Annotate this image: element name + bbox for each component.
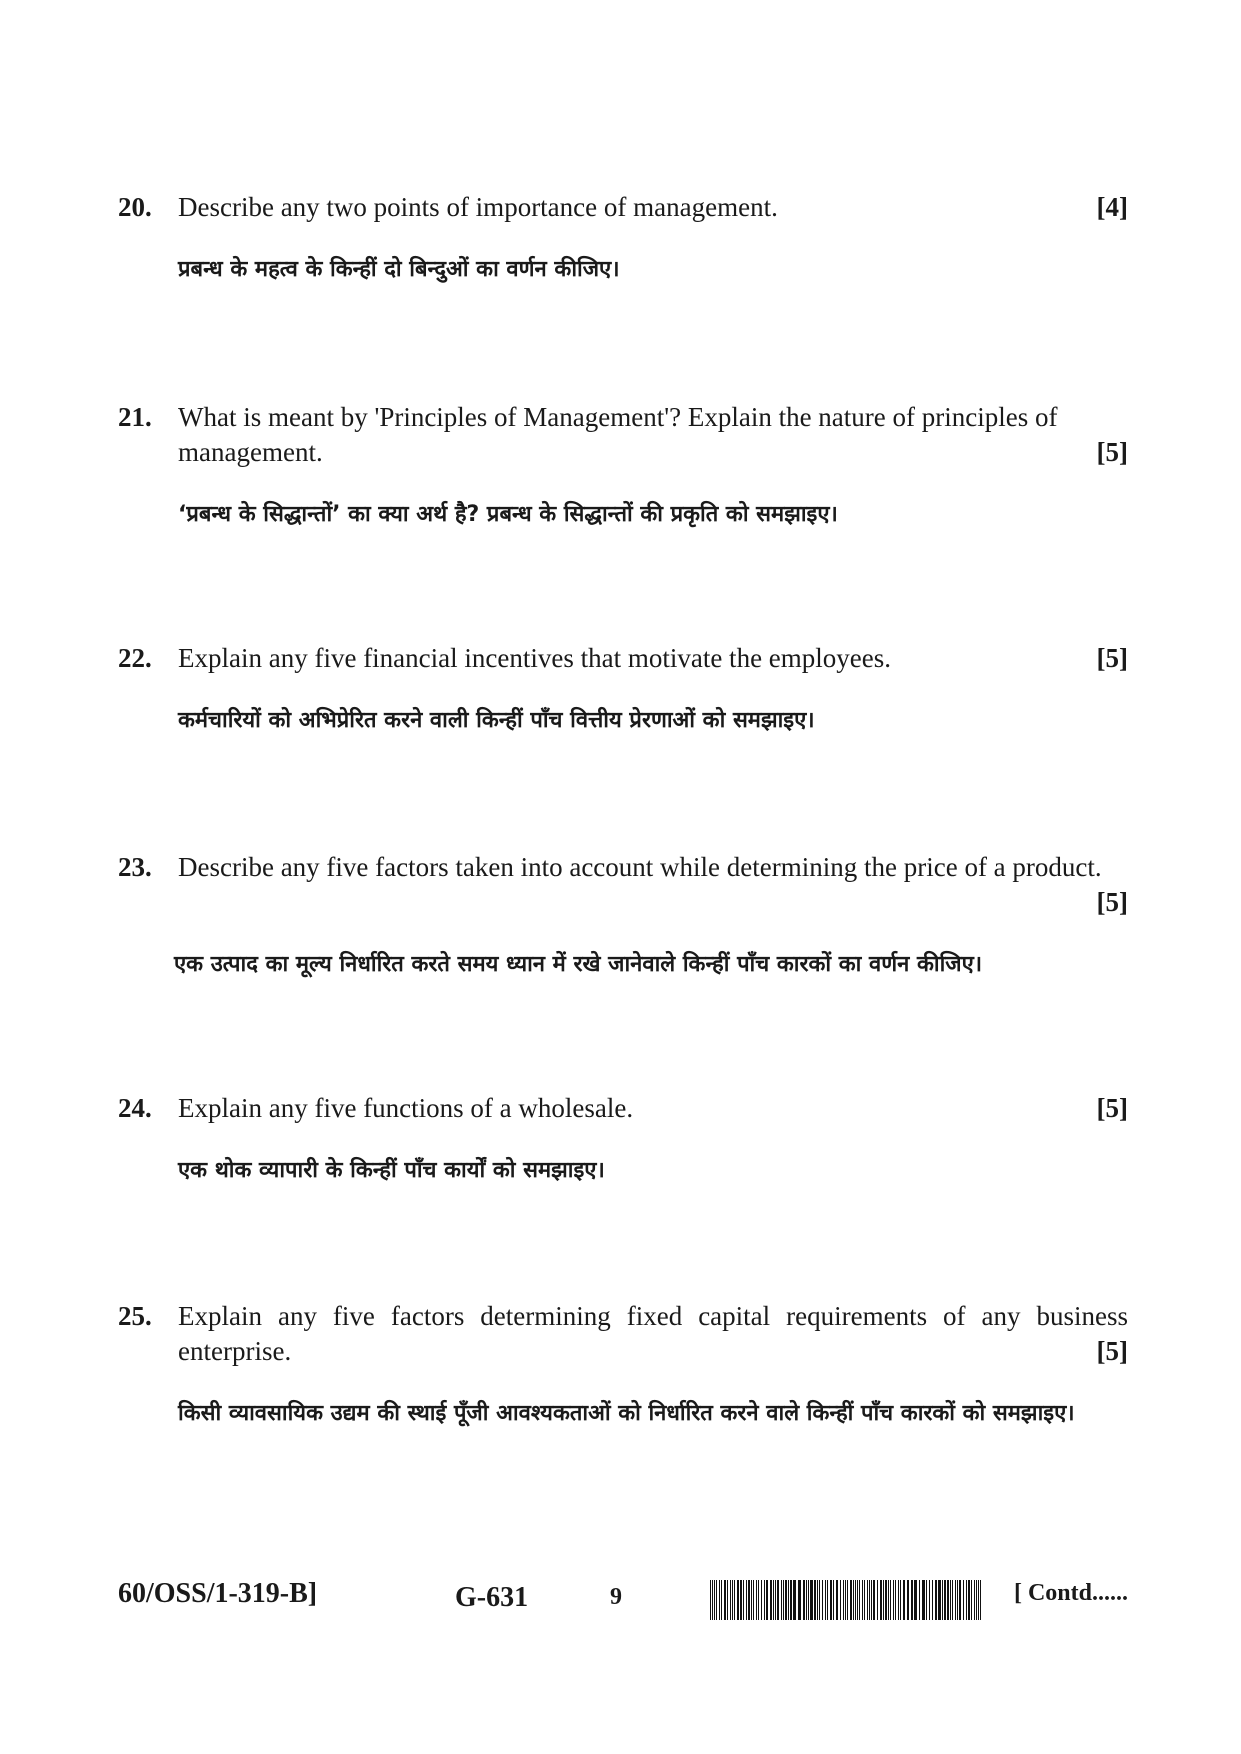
question-text-line2-wrap <box>178 435 1128 470</box>
paper-series: G-631 <box>455 1582 529 1613</box>
question-text: Describe any two points of importance of management. <box>178 192 778 222</box>
question-text-line2-wrap <box>178 1334 1128 1369</box>
question-text-line1: Explain any five factors determining fixed capital requirements of any business <box>178 1301 1128 1331</box>
question-number: 22. <box>118 643 152 673</box>
paper-code: 60/OSS/1-319-B] <box>118 1578 318 1609</box>
question-text-line1: What is meant by 'Principles of Management'? Explain the nature of principles of <box>178 402 1058 432</box>
page-footer <box>118 1578 1128 1628</box>
question-marks: [5] <box>1096 1336 1128 1366</box>
question-24 <box>118 1091 1128 1190</box>
question-number: 23. <box>118 852 152 882</box>
question-number: 24. <box>118 1093 152 1123</box>
question-text-line2: enterprise. <box>178 1336 292 1366</box>
question-number: 21. <box>118 402 152 432</box>
question-hindi: कर्मचारियों को अभिप्रेरित करने वाली किन्हीं पाँच वित्तीय प्रेरणाओं को समझाइए। <box>178 708 815 733</box>
question-number: 25. <box>118 1301 152 1331</box>
question-hindi: किसी व्यावसायिक उद्यम की स्थाई पूँजी आवश्यकताओं को निर्धारित करने वाले किन्हीं पाँच कारकों को समझाइए। <box>178 1401 1075 1426</box>
question-22-line <box>118 641 1128 676</box>
question-hindi: एक उत्पाद का मूल्य निर्धारित करते समय ध्यान में रखे जानेवाले किन्हीं पाँच कारकों का वर्णन कीजिए। <box>174 952 983 977</box>
question-hindi: एक थोक व्यापारी के किन्हीं पाँच कार्यों को समझाइए। <box>178 1158 605 1183</box>
barcode-image <box>710 1580 982 1620</box>
question-20 <box>118 190 1128 289</box>
question-22 <box>118 641 1128 740</box>
question-text: Describe any five factors taken into account while determining the price of a product. <box>178 852 1102 882</box>
question-marks: [5] <box>1096 1093 1128 1123</box>
question-25-line <box>118 1299 1128 1369</box>
question-hindi: ‘प्रबन्ध के सिद्धान्तों’ का क्या अर्थ है? प्रबन्ध के सिद्धान्तों की प्रकृति को समझाइए। <box>178 502 838 527</box>
question-21 <box>118 400 1128 534</box>
question-23-line <box>118 850 1128 920</box>
question-marks: [5] <box>1096 887 1128 917</box>
question-23 <box>118 850 1128 984</box>
question-marks: [5] <box>1096 437 1128 467</box>
question-24-line <box>118 1091 1128 1126</box>
question-text: Explain any five financial incentives that motivate the employees. <box>178 643 892 673</box>
question-21-line <box>118 400 1128 470</box>
question-20-line <box>118 190 1128 225</box>
question-marks: [4] <box>1096 192 1128 222</box>
question-hindi: प्रबन्ध के महत्व के किन्हीं दो बिन्दुओं का वर्णन कीजिए। <box>178 257 620 282</box>
question-25 <box>118 1299 1128 1433</box>
question-text: Explain any five functions of a wholesale. <box>178 1093 634 1123</box>
continued-note: [ Contd...... <box>1013 1580 1128 1606</box>
question-text-line2: management. <box>178 437 323 467</box>
question-marks: [5] <box>1096 643 1128 673</box>
question-number: 20. <box>118 192 152 222</box>
page-number: 9 <box>610 1584 622 1610</box>
